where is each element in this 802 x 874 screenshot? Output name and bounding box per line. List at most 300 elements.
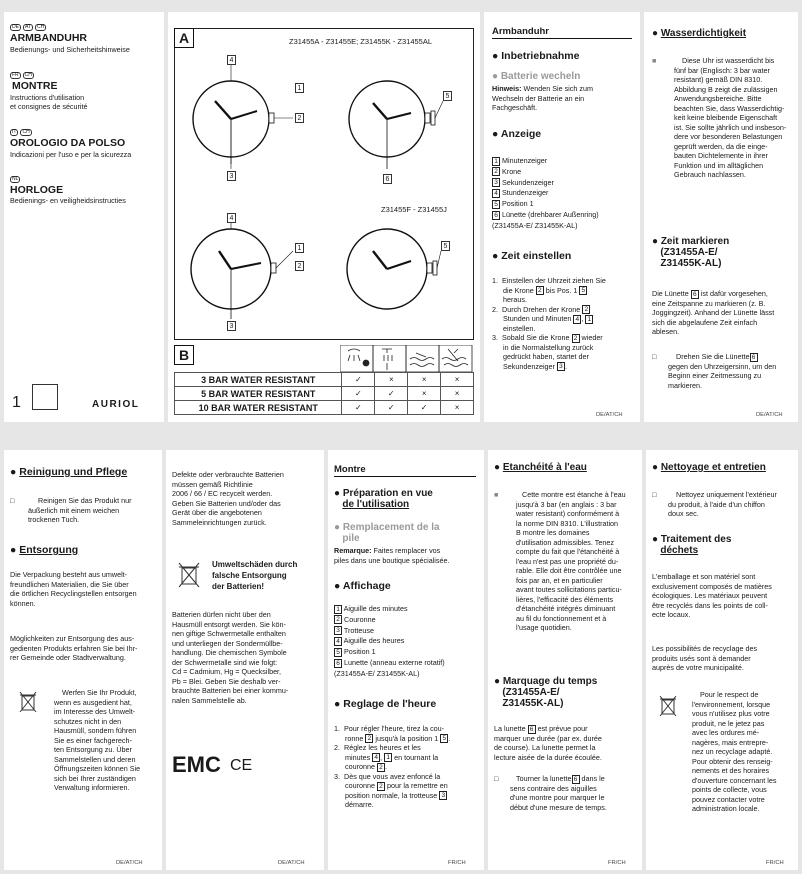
text-line: écologiques. Les matériaux peuvent	[652, 591, 768, 600]
mark-cell: ✓	[342, 387, 375, 401]
text-line: Sammelstellen und deren	[54, 754, 136, 764]
page-footer: FR/CH	[448, 860, 466, 866]
text-line: administration locale.	[692, 804, 760, 813]
text-line: ten Entsorgung zu. Über	[54, 745, 132, 754]
page-footer: DE/AT/CH	[278, 860, 305, 866]
watch-diagram	[175, 29, 475, 341]
parts-list-fr	[334, 604, 445, 680]
heading-text: déchets	[660, 545, 699, 556]
traitement-text-1	[652, 572, 798, 620]
text-line: en tournant la	[394, 752, 439, 762]
flag-label: CH	[24, 71, 32, 78]
heading-nettoyage: ● Nettoyage et entretien	[652, 462, 766, 473]
figure-a-label: A	[174, 28, 194, 48]
text-line: Möglichkeiten zur Entsorgung des aus-	[10, 634, 135, 643]
hinweis-body: Wenden Sie sich zum	[521, 84, 593, 93]
text-line: nements et des horaires	[692, 766, 770, 775]
text-line: Faites remplacer vos	[371, 546, 441, 555]
text-line: wenn es ausgedient hat,	[54, 697, 132, 707]
text-line: bis Pos. 1	[545, 285, 578, 295]
figure-b	[174, 345, 474, 417]
fr-page-8	[646, 450, 798, 870]
callout-3: 3	[227, 171, 236, 181]
mark-cell: ×	[441, 373, 474, 387]
heading-remplacement: ● Remplacement de la pile	[334, 522, 440, 544]
heading-text: Reinigung und Pflege	[19, 466, 128, 478]
bullet-box: □	[494, 774, 499, 783]
heading-text: de l'utilisation	[342, 499, 410, 510]
text-line: Pour obtenir des renseig-	[692, 756, 773, 766]
text-line: lecture aisée de la durée écoulée.	[494, 752, 602, 762]
text-line: position normale, la trotteuse	[345, 790, 438, 800]
text-line: können.	[10, 598, 36, 608]
text-line: nen giftige Schwermetalle enthalten	[172, 629, 286, 638]
heading-etancheite: ● Etanchéité à l'eau	[494, 462, 587, 473]
warn-heading	[212, 560, 297, 592]
text-line: handlung. Die chemischen Symbole	[172, 648, 287, 657]
section-header: Montre	[334, 464, 366, 475]
text-line: Funktion und im alltäglichen	[674, 160, 764, 170]
text-line: sens contraire des aiguilles	[510, 783, 597, 793]
remarque-text	[334, 546, 484, 565]
bullet-square: ■	[652, 56, 657, 65]
heading-text: Préparation en vue	[342, 488, 433, 499]
heading-text: Inbetriebnahme	[501, 50, 580, 62]
text-line: jusqu'à 3 bar (en anglais : 3 bar	[516, 499, 617, 509]
text-line: Verwaltung informieren.	[54, 783, 130, 792]
item-text: (Z31455A-E/ Z31455K-AL)	[492, 220, 578, 230]
text-line: lières, l'efficacité des éléments	[516, 594, 614, 604]
text-line: rer Gemeinde oder Stadtverwaltung.	[10, 653, 126, 662]
heading-text: Traitement des	[660, 534, 732, 545]
text-line: minutes	[345, 752, 371, 762]
text-line: avec les ordures mé-	[692, 728, 760, 737]
list-item: 2 Krone	[492, 167, 599, 178]
bullet-box: □	[10, 496, 15, 505]
heading-text: Anzeige	[500, 128, 542, 140]
mark-cell: ×	[441, 387, 474, 401]
figure-page	[168, 12, 480, 422]
ce-mark: CE	[230, 757, 253, 774]
flag-label: FR	[12, 71, 19, 78]
entsorgung-text-3	[54, 688, 160, 793]
text-line: l'environnement, lorsque	[692, 699, 771, 709]
text-line: resistant) gemäß DIN 8310.	[674, 75, 763, 84]
text-line: die Krone	[503, 285, 534, 295]
text-line: Drehen Sie die Lünette	[676, 352, 750, 361]
text-line: nalen Sammelstelle ab.	[172, 695, 247, 705]
text-line: gedrückt haben, startet der	[503, 352, 589, 362]
text-line: beachten Sie, dass Wasserdichtig-	[674, 103, 785, 113]
steps-list-fr: 1. Pour régler l'heure, tirez la cou- ronne 2 jusqu'à la position 1 5 . 2. Réglez les heures et les minutes 4 , 1 en tournant la couronne 2 . 3. Dès que vous avez enfoncé la couronne 2 pour la remettre en position normale, la trotteuse 3 démarre.	[334, 724, 482, 810]
flag-label: CH	[36, 23, 45, 30]
callout-2b: 2	[295, 261, 304, 271]
lunette-text: Die Lünette 6 ist dafür vorgesehen, eine Zeitspanne zu markieren (z. B. Joggingzeit). Anhand der Lünette lässt sich die abgelaufene Zeit einfach ablesen.	[652, 289, 798, 337]
list-item: 3 Sekundenzeiger	[492, 178, 599, 189]
bin-icon	[18, 690, 38, 714]
bullet-square: ■	[494, 490, 499, 499]
mark-cell: ✓	[375, 387, 408, 401]
heading-text: Marquage du temps	[502, 676, 598, 687]
text-line: couronne	[345, 781, 375, 791]
text-line: de course). La lunette permet la	[494, 743, 596, 753]
heading-affichage: ● Affichage	[334, 580, 391, 592]
blank-box	[32, 384, 58, 410]
text-line: Reinigen Sie das Produkt nur	[38, 496, 132, 505]
heading-inbetrieb: ● Inbetriebnahme	[492, 50, 580, 62]
callout-5: 5	[443, 91, 452, 101]
cover-title-fr: MONTRE	[12, 80, 58, 92]
heading-text: Batterie wecheln	[500, 71, 581, 82]
text-line: einstellen.	[503, 323, 536, 333]
text-line: 2006 / 66 / EC recycelt werden.	[172, 489, 273, 498]
text-line: Gebrauch nachlassen.	[674, 170, 746, 179]
text-line: ist. Sie sollte jährlich und insbeson-	[674, 122, 787, 132]
text-line: la norme DIN 8310. L'illustration	[516, 518, 619, 528]
callout-5b: 5	[441, 241, 450, 251]
models-bottom: Z31455F - Z31455J	[381, 205, 447, 214]
heading-text: Zeit einstellen	[501, 250, 572, 262]
text-line: marquer une durée (par ex. durée	[494, 733, 602, 743]
watch-4	[347, 229, 441, 309]
heading-prep: ● Préparation en vue de l'utilisation	[334, 488, 433, 510]
text-line: nez un recyclage adapté.	[692, 747, 773, 756]
text-line: Umweltschäden durch	[212, 560, 298, 569]
steps-list: 1. Einstellen der Uhrzeit ziehen Sie die Krone 2 bis Pos. 1 5 heraus. 2. Durch Drehen der Krone 2 Stunden und Minuten 4 , 1 einstellen. 3. Sobald Sie die Krone 2 wieder in die Normalstellung zurück gedrückt haben, startet der Sekundenzeiger 3 .	[492, 276, 637, 371]
de-page-4	[4, 450, 162, 870]
text-line: Wechseln der Batterie an ein	[492, 93, 585, 103]
entsorgung-text-1	[10, 570, 160, 608]
text-line: Beginn einer Zeitmessung zu	[668, 371, 762, 381]
text-line: schutzes nicht in den	[54, 716, 122, 726]
text-line: freundlichen Materialien, die Sie über	[10, 579, 129, 589]
text-line: au fil du fonctionnement et à	[516, 613, 607, 623]
flag-label: CH	[22, 128, 30, 135]
cover-page	[4, 12, 164, 422]
text-line: fünf bar (Englisch: 3 bar water	[674, 65, 770, 75]
text-line: Die Verpackung besteht aus umwelt-	[10, 570, 128, 579]
cover-sub-nl: Bedienings- en veiligheidsinstructies	[10, 196, 126, 205]
flag-label: AT	[24, 23, 31, 30]
cover-title-nl: HORLOGE	[10, 184, 64, 196]
item-text: Aiguille des heures	[343, 636, 405, 646]
bin-icon	[658, 694, 678, 718]
traitement-text-3	[692, 690, 798, 814]
text-line: Cd = Cadmium, Hg = Quecksilber,	[172, 667, 282, 676]
list-item: 4 Stundenzeiger	[492, 188, 599, 199]
brand-logo: AURIOL	[92, 399, 140, 410]
text-line: jusqu'à la position 1	[375, 733, 439, 743]
text-line: im Interesse des Umwelt-	[54, 707, 136, 716]
heading-batterie: ● Batterie wecheln	[492, 71, 581, 82]
cover-title-de: ARMBANDUHR	[10, 32, 87, 44]
watch-1	[193, 65, 293, 169]
text-line: die örtlichen Recyclingstellen entsorgen	[10, 589, 137, 598]
heading-zeit-einstellen: ● Zeit einstellen	[492, 250, 572, 262]
text-line: points de collecte, vous	[692, 785, 767, 794]
fr-page-7	[488, 450, 642, 870]
text-line: müssen gemäß Richtlinie	[172, 479, 253, 489]
heading-entsorgung: ● Entsorgung	[10, 544, 79, 556]
heading-text: Nettoyage et entretien	[660, 462, 766, 473]
text-line: Defekte oder verbrauchte Batterien	[172, 470, 284, 479]
text-line: ronne	[345, 733, 364, 743]
flag-label: DE	[12, 23, 19, 30]
text-line: fois par an, et en particulier	[516, 575, 603, 585]
text-line: L'emballage et son matériel sont	[652, 572, 756, 581]
item-text: (Z31455A-E/ Z31455K-AL)	[334, 668, 420, 678]
cover-sub-fr-2: et consignes de sécurité	[10, 102, 88, 111]
parts-list	[492, 156, 599, 232]
cover-sub-fr: Instructions d'utilisation	[10, 93, 85, 102]
battery-bin-icon	[176, 560, 202, 590]
text-line: geprüft werden, da die einge-	[674, 141, 768, 151]
text-line: Geben Sie Batterien und/oder das	[172, 498, 281, 508]
row-label: 3 BAR WATER RESISTANT	[175, 373, 342, 387]
callout-1: 1	[295, 83, 304, 93]
text-line: Cette montre est étanche à l'eau	[522, 490, 626, 499]
item-text: Position 1	[344, 647, 376, 657]
text-line: Hausmüll, sondern führen	[54, 726, 137, 735]
list-item: 6 Lunette (anneau externe rotatif)	[334, 658, 445, 669]
text-line: Durch Drehen der Krone	[502, 304, 581, 314]
heading-text: Entsorgung	[19, 544, 79, 556]
text-line: sich die abgelaufene Zeit einfach	[652, 317, 758, 327]
mark-cell: ✓	[342, 401, 375, 415]
text-line: exclusivement composés de matières	[652, 581, 772, 591]
text-line: d'utilisation admissibles. Tenez	[516, 537, 614, 547]
fr-page-6	[328, 450, 484, 870]
section-header: Armbanduhr	[492, 26, 549, 37]
text-line: produits usés sont à demander	[652, 653, 751, 663]
text-line: Pb = Blei. Geben Sie deshalb ver-	[172, 676, 281, 686]
text-line: dere vor besonderen Belastungen	[674, 132, 783, 141]
activity-icons	[340, 345, 474, 373]
item-text: Sekundenzeiger	[502, 177, 554, 187]
text-line: d'ouverture concernant les	[692, 775, 777, 785]
text-line: ablesen.	[652, 327, 680, 337]
list-item: 4 Aiguille des heures	[334, 636, 445, 647]
list-item: 5 Position 1	[492, 199, 599, 210]
page-footer: FR/CH	[608, 860, 626, 866]
watch-3	[191, 213, 293, 319]
text-line: Gerät über die angebotenen	[172, 508, 262, 517]
text-line: Les possibilités de recyclage des	[652, 644, 758, 653]
page-footer: DE/AT/CH	[596, 412, 623, 418]
mark-cell: ✓	[408, 401, 441, 415]
text-line: gedienten Produkts erfahren Sie bei Ihr-	[10, 643, 138, 653]
text-line: produit, ne le jetez pas	[692, 718, 765, 728]
cover-sub-de: Bedienungs- und Sicherheitshinweise	[10, 45, 130, 54]
row-label: 10 BAR WATER RESISTANT	[175, 401, 342, 415]
text-line: du produit, à l'aide d'un chiffon	[668, 499, 765, 509]
heading-traitement: ● Traitement des déchets	[652, 534, 732, 556]
flag-label: NL	[12, 175, 19, 182]
heading-text: (Z31455A-E/	[502, 687, 560, 698]
text-line: Abbildung B zeigt die zulässigen	[674, 84, 778, 94]
item-text: Minutenzeiger	[502, 156, 548, 165]
text-line: Sekundenzeiger	[503, 361, 555, 371]
list-item: 1 Aiguille des minutes	[334, 604, 445, 615]
tourner-text: Tourner la lunette 6 dans le sens contraire des aiguilles d'une montre pour marquer le début d'une mesure de temps.	[510, 774, 638, 812]
heading-anzeige: ● Anzeige	[492, 128, 542, 140]
text-line: äußerlich mit einem weichen	[28, 505, 120, 515]
text-line: est prévue pour	[537, 724, 588, 733]
callout-4: 4	[227, 55, 236, 65]
figure-a	[174, 28, 474, 340]
text-line: Öffnungszeiten können Sie	[54, 764, 141, 773]
heading-text: Remplacement de la	[342, 522, 440, 533]
heading-reglage: ● Reglage de l'heure	[334, 698, 437, 710]
list-item: 6 Lünette (drehbarer Außenring)	[492, 210, 599, 221]
divider	[334, 476, 476, 477]
text-line: Die Lünette	[652, 289, 689, 298]
mark-cell: ×	[441, 401, 474, 415]
row-label: 5 BAR WATER RESISTANT	[175, 387, 342, 401]
page-footer: DE/AT/CH	[116, 860, 143, 866]
text-line: Nettoyez uniquement l'extérieur	[676, 490, 777, 499]
etancheite-text	[516, 490, 640, 633]
text-line: falsche Entsorgung	[212, 570, 287, 580]
text-line: Batterien dürfen nicht über den	[172, 610, 271, 619]
bullet-box: □	[652, 352, 657, 361]
text-line: d'une montre pour marquer le	[510, 793, 605, 803]
figure-b-label: B	[174, 345, 194, 365]
de-page-2	[484, 12, 640, 422]
watch-2	[349, 81, 443, 169]
mark-cell: ×	[408, 373, 441, 387]
text-line: pour la remettre en	[386, 781, 448, 791]
heading-text: Affichage	[342, 580, 391, 592]
wasser-text	[674, 56, 796, 180]
table-row	[175, 387, 474, 401]
nettoyage-text	[668, 490, 798, 519]
bullet-box: □	[652, 490, 657, 499]
text-line: compte du fait que l'étanchéité à	[516, 547, 620, 556]
text-line: gegen den Uhrzeigersinn, um den	[668, 361, 777, 371]
text-line: l'eau n'est pas une propriété du-	[516, 556, 619, 566]
text-line: der Batterien!	[212, 581, 265, 591]
text-line: Dès que vous avez enfoncé la	[344, 771, 441, 781]
text-line: pouvez contacter votre	[692, 794, 765, 804]
batterie-text-1	[172, 470, 322, 527]
batterie-text-2	[172, 610, 322, 705]
heading-text: Z31455K-AL)	[502, 698, 564, 709]
heading-text: (Z31455A-E/	[660, 247, 718, 258]
hinweis-text	[492, 84, 637, 113]
text-line: Stunden und Minuten	[503, 314, 572, 324]
heading-text: Wasserdichtigkeit	[660, 28, 747, 39]
heading-text: Reglage de l'heure	[343, 698, 437, 710]
mark-cell: ✓	[342, 373, 375, 387]
text-line: Sammeleinrichtungen zurück.	[172, 517, 267, 527]
remarque-label: Remarque:	[334, 546, 372, 555]
text-line: Einstellen der Uhrzeit ziehen Sie	[502, 276, 606, 285]
callout-3b: 3	[227, 321, 236, 331]
text-line: wieder	[581, 333, 603, 343]
text-line: Werfen Sie Ihr Produkt,	[62, 688, 137, 697]
cover-sub-it: Indicazioni per l'uso e per la sicurezza	[10, 150, 132, 159]
traitement-text-2	[652, 644, 798, 673]
flag-label: IT	[12, 128, 17, 135]
text-line: ecte locaux.	[652, 610, 691, 619]
heading-text: Etanchéité à l'eau	[502, 462, 587, 473]
text-line: être recyclés dans les points de coll-	[652, 600, 768, 610]
text-line: keit keine bleibende Eigenschaft	[674, 113, 778, 122]
mark-cell: ✓	[375, 401, 408, 415]
item-text: Trotteuse	[343, 625, 374, 635]
reinigung-text	[28, 496, 160, 525]
item-text: Aiguille des minutes	[343, 604, 408, 613]
item-text: Lunette (anneau externe rotatif)	[344, 657, 445, 667]
callout-2: 2	[295, 113, 304, 123]
text-line: eine Zeitspanne zu markieren (z. B.	[652, 298, 766, 308]
text-line: und unterliegen der Sondermüllbe-	[172, 638, 283, 648]
de-page-3	[644, 12, 798, 422]
text-line: Pour régler l'heure, tirez la cou-	[344, 724, 445, 733]
cover-title-it: OROLOGIO DA POLSO	[10, 137, 126, 149]
item-text: Lünette (drehbarer Außenring)	[502, 209, 599, 219]
text-line: couronne	[345, 762, 375, 772]
lunette-text-fr: La lunette 6 est prévue pour marquer une durée (par ex. durée de course). La lunette permet la lecture aisée de la durée écoulée.	[494, 724, 640, 762]
text-line: heraus.	[503, 295, 527, 305]
text-line: Anwendungsbereiche. Bitte	[674, 94, 762, 103]
entsorgung-text-2	[10, 634, 160, 663]
heading-zeit-markieren: ● Zeit markieren (Z31455A-E/ Z31455K-AL)	[652, 236, 730, 269]
text-line: Tourner la lunette	[516, 774, 572, 783]
mark-cell: ×	[408, 387, 441, 401]
text-line: bauten Dichtelemente in ihrer	[674, 151, 768, 160]
text-line: Hausmüll entsorgt werden. Sie kön-	[172, 619, 286, 629]
text-line: La lunette	[494, 724, 526, 733]
table-row	[175, 373, 474, 387]
text-line: Pour le respect de	[700, 690, 759, 699]
text-line: nagères, mais entrepre-	[692, 737, 769, 747]
text-line: Réglez les heures et les	[344, 743, 421, 753]
text-line: Diese Uhr ist wasserdicht bis	[682, 56, 775, 65]
item-text: Stundenzeiger	[502, 188, 549, 198]
text-line: in die Normalstellung zurück	[503, 342, 594, 352]
text-line: piles dans une boutique spécialisée.	[334, 555, 450, 565]
text-line: Sobald Sie die Krone	[502, 333, 570, 343]
item-text: Position 1	[502, 199, 534, 209]
heading-marquage: ● Marquage du temps (Z31455A-E/ Z31455K-AL)	[494, 676, 598, 709]
text-line: d'étanchéité intégrés diminuant	[516, 604, 616, 613]
text-line: auprès de votre municipalité.	[652, 663, 744, 672]
text-line: der Schwermetalle sind wie folgt:	[172, 657, 278, 667]
text-line: démarre.	[345, 800, 374, 810]
divider	[492, 38, 632, 39]
callout-1b: 1	[295, 243, 304, 253]
heading-text: pile	[342, 533, 360, 544]
page-footer: FR/CH	[766, 860, 784, 866]
text-line: rable. Elle doit être contrôlée une	[516, 566, 622, 575]
list-item: 5 Position 1	[334, 647, 445, 658]
text-line: B montre les domaines	[516, 528, 590, 537]
text-line: brauchte Batterien bei einer kommu-	[172, 686, 289, 695]
text-line: Sie es einer fachgerech-	[54, 735, 132, 745]
text-line: sich bei Ihrer zuständigen	[54, 773, 136, 783]
mark-cell: ×	[375, 373, 408, 387]
heading-reinigung: ● Reinigung und Pflege	[10, 466, 128, 478]
text-line: ist dafür vorgesehen,	[700, 289, 768, 298]
hinweis-label: Hinweis:	[492, 84, 522, 93]
page-number: 1	[12, 394, 21, 411]
table-row	[175, 401, 474, 415]
text-line: Joggingzeit). Anhand der Lünette lässt	[652, 308, 775, 318]
text-line: doux sec.	[668, 509, 699, 518]
text-line: water resistant) conformément à	[516, 509, 620, 518]
